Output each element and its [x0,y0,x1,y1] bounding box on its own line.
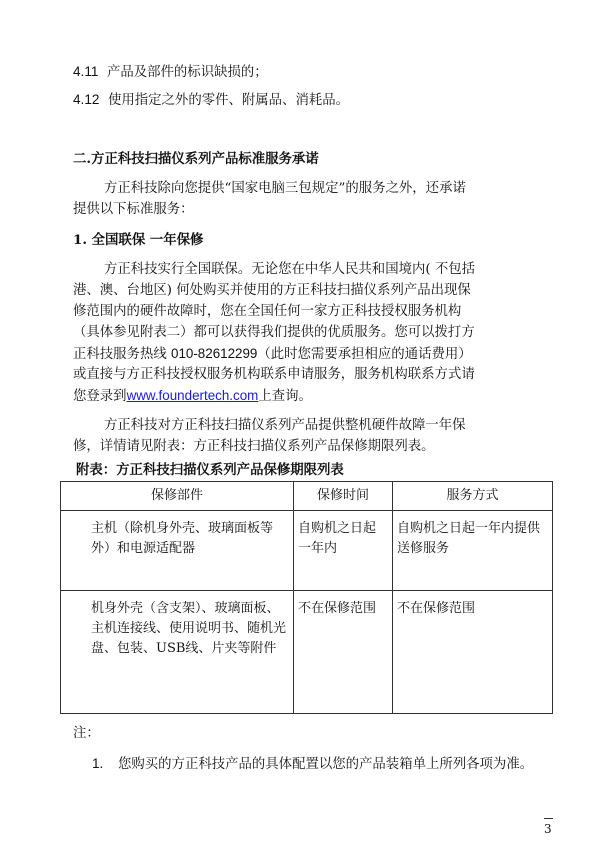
column-header: 保修时间 [294,482,393,511]
website-link[interactable]: www.foundertech.com [126,388,259,403]
para1-line-3: 修范围内的硬件故障时，您在全国任何一家方正科技授权服务机构 [73,304,462,319]
table-cell: 主机（除机身外壳、玻璃面板等外）和电源适配器 [61,511,294,591]
table-cell: 机身外壳（含支架）、玻璃面板、主机连接线、使用说明书、随机光盘、包装、USB线、片夹等附件 [61,591,294,714]
column-header: 服务方式 [393,482,553,511]
list-item [73,63,268,82]
table-row [61,591,553,714]
para1-line-4: （具体参见附表二）都可以获得我们提供的优质服务。您可以拨打方 [73,325,475,340]
para1-line-6: 或直接与方正科技授权服务机构联系申请服务，服务机构联系方式请 [73,367,475,382]
para1-line-2: 港、澳、台地区) 何处购买并使用的方正科技扫描仪系列产品出现保 [73,283,471,298]
item-text: 产品及部件的标识缺损的； [106,65,268,80]
service-hotline: 010-82612299 [171,346,258,361]
column-header: 保修部件 [61,482,294,511]
table-header-row [61,482,553,511]
para2-line-2: 修，详情请见附表：方正科技扫描仪系列产品保修期限列表。 [73,439,435,454]
text: 上查询。 [258,389,312,404]
warranty-table [60,481,553,714]
item-number: 4.11 [73,64,99,79]
page-number-rule [544,818,553,819]
text: 正科技服务热线 [73,347,171,362]
para1-line-1: 方正科技实行全国联保。无论您在中华人民共和国境内( 不包括 [104,262,476,277]
page-number: 3 [544,822,552,836]
para1-line-5 [73,345,472,364]
list-item [73,91,349,110]
item-number: 4.12 [73,92,100,107]
para1-line-7 [73,387,312,406]
table-cell: 不在保修范围 [393,591,553,714]
note-label: 注： [73,726,100,741]
item-text: 使用指定之外的零件、附属品、消耗品。 [107,93,350,108]
table-cell: 自购机之日起一年内 [294,511,393,591]
text: 您登录到 [73,389,127,404]
table-caption: 附表：方正科技扫描仪系列产品保修期限列表 [76,462,344,478]
table-cell: 不在保修范围 [294,591,393,714]
section-title: 二.方正科技扫描仪系列产品标准服务承诺 [73,151,319,167]
para2-line-1: 方正科技对方正科技扫描仪系列产品提供整机硬件故障一年保 [104,418,466,433]
note-text: 您购买的方正科技产品的具体配置以您的产品装箱单上所列各项为准。 [118,757,534,772]
note-number: 1. [92,756,104,771]
table-cell: 自购机之日起一年内提供送修服务 [393,511,553,591]
table-row [61,511,553,591]
intro-line-2: 提供以下标准服务： [73,202,194,217]
text: （此时您需要承担相应的通话费用） [257,347,472,362]
subheading: 1. 全国联保 一年保修 [73,232,204,248]
intro-line-1: 方正科技除向您提供“国家电脑三包规定”的服务之外，还承诺 [104,181,466,196]
